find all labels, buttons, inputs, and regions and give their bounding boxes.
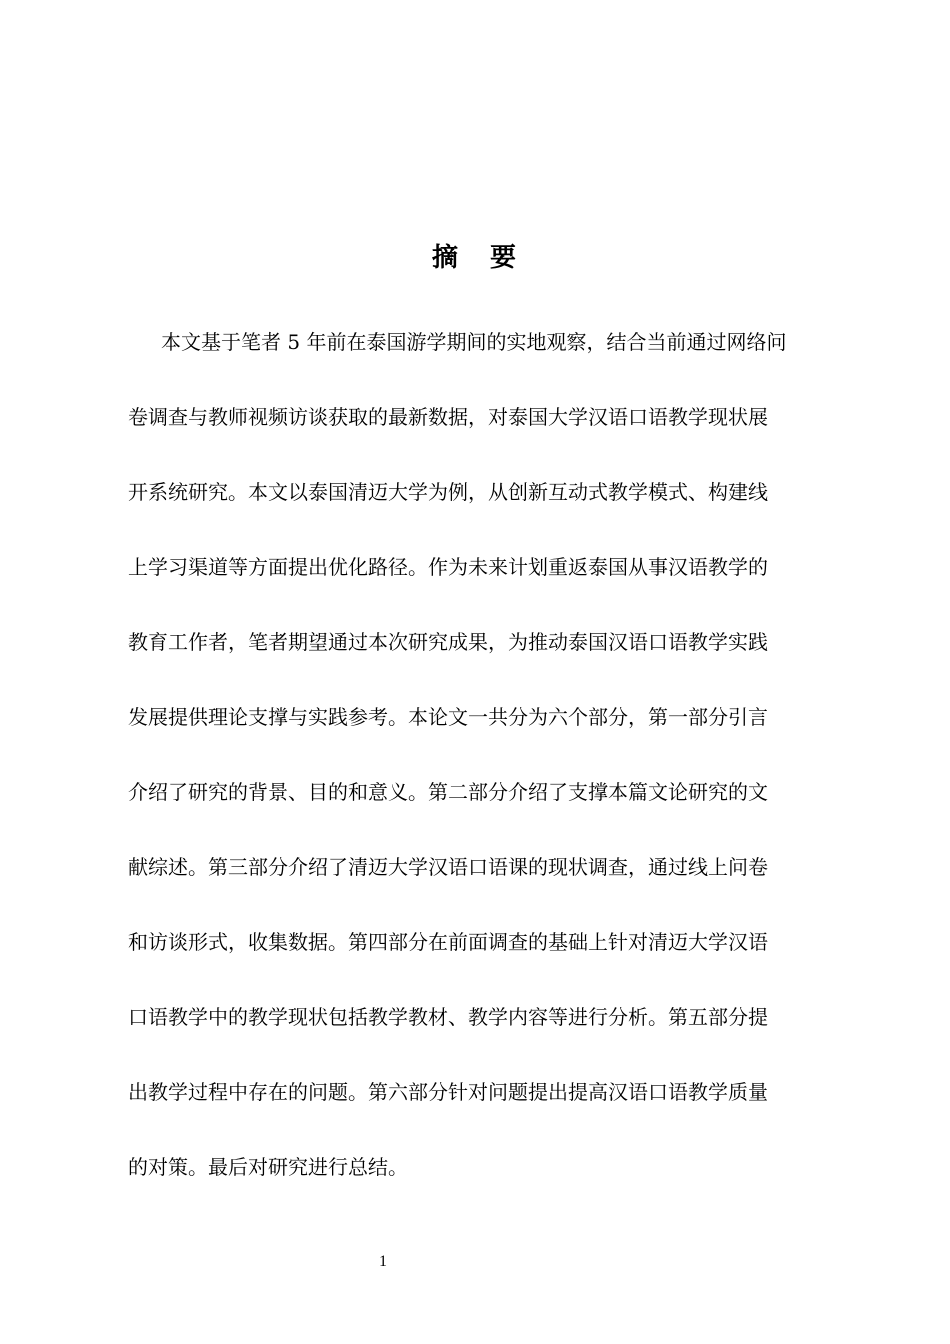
paragraph-line: 教育工作者，笔者期望通过本次研究成果，为推动泰国汉语口语教学实践 [128,630,768,654]
paragraph-line: 和访谈形式，收集数据。第四部分在前面调查的基础上针对清迈大学汉语 [128,930,768,954]
paragraph-line: 献综述。第三部分介绍了清迈大学汉语口语课的现状调查，通过线上问卷 [128,855,768,879]
paragraph-line: 口语教学中的教学现状包括教学教材、教学内容等进行分析。第五部分提 [128,1005,768,1029]
paragraph-line: 发展提供理论支撑与实践参考。本论文一共分为六个部分，第一部分引言 [128,705,768,729]
title-char-2: 要 [490,243,519,273]
paragraph-line: 上学习渠道等方面提出优化路径。作为未来计划重返泰国从事汉语教学的 [128,555,768,579]
paragraph-line: 本文基于笔者 5 年前在泰国游学期间的实地观察，结合当前通过网络问 [161,330,787,354]
title-char-1: 摘 [431,243,460,273]
paragraph-line: 卷调查与教师视频访谈获取的最新数据，对泰国大学汉语口语教学现状展 [128,405,768,429]
abstract-paragraph [128,320,844,1220]
paragraph-line: 开系统研究。本文以泰国清迈大学为例，从创新互动式教学模式、构建线 [128,480,768,504]
page-number: 1 [379,1253,387,1270]
paragraph-line: 出教学过程中存在的问题。第六部分针对问题提出提高汉语口语教学质量 [128,1080,768,1104]
page-title [0,236,950,280]
paragraph-line: 介绍了研究的背景、目的和意义。第二部分介绍了支撑本篇文论研究的文 [128,780,768,804]
paragraph-line: 的对策。最后对研究进行总结。 [128,1155,408,1179]
